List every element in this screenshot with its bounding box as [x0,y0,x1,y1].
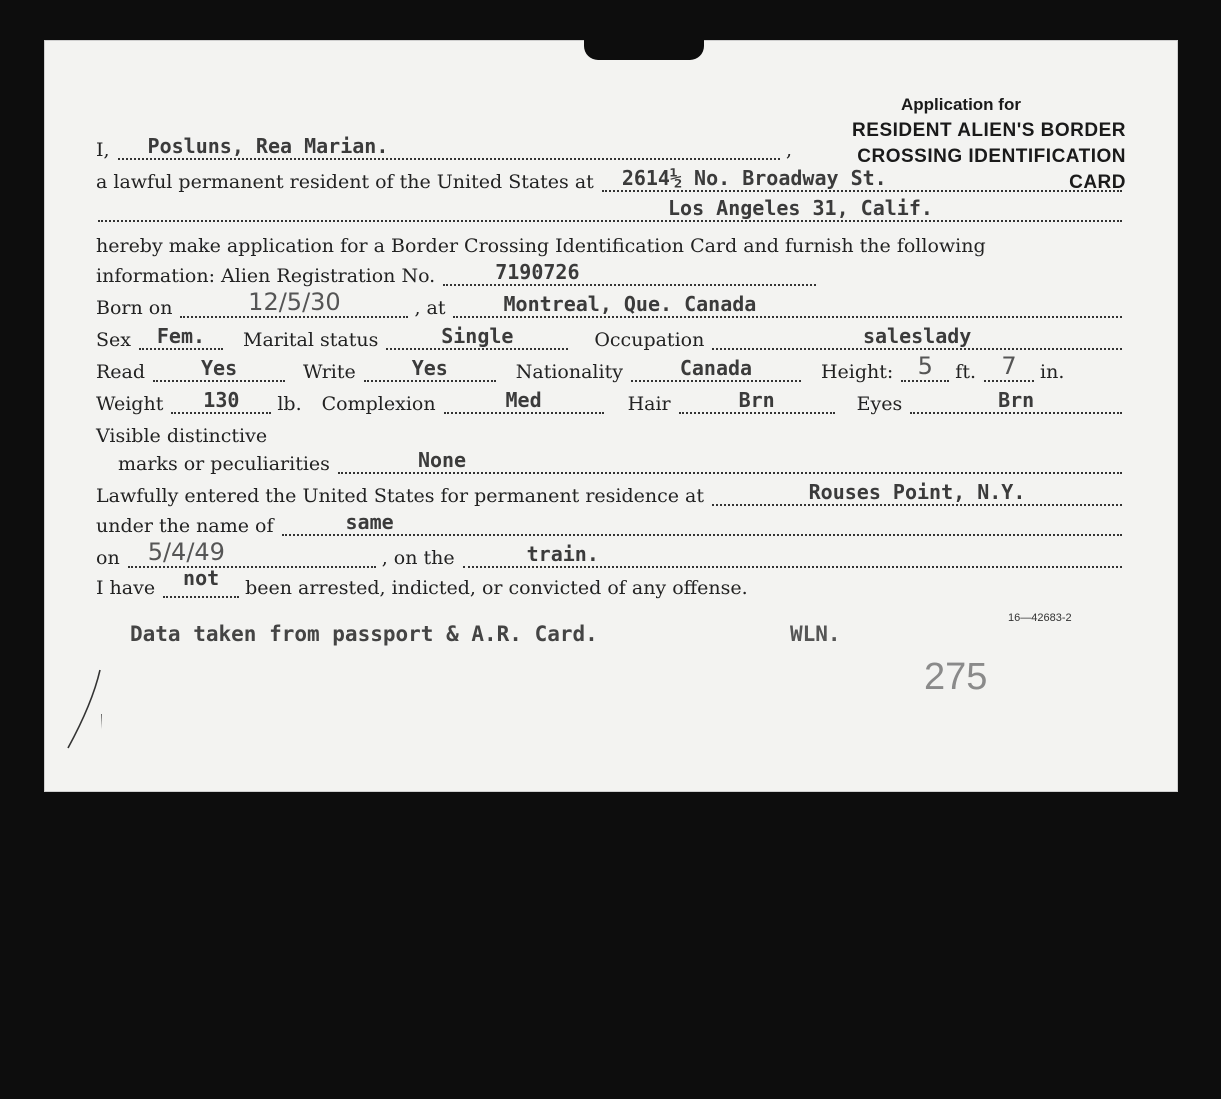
weight-value: 130 [203,388,240,412]
alien-reg-row [96,262,822,290]
address2-value: Los Angeles 31, Calif. [668,196,933,220]
hair-label: Hair [627,393,671,415]
entered-place-field [712,478,1122,506]
read-label: Read [96,361,146,383]
born-row [96,288,1128,322]
alien-reg-field [443,258,816,286]
name-field [118,132,780,160]
under-name-row [96,512,1128,540]
resident-label: a lawful permanent resident of the United States at [96,171,594,193]
eyes-label: Eyes [856,393,903,415]
alien-reg-label: information: Alien Registration No. [96,265,436,287]
marks-row [118,450,1128,478]
in-label: in. [1040,361,1065,383]
entry-date-value: 5/4/49 [147,538,225,566]
under-name-value: same [345,510,394,534]
nationality-value: Canada [679,356,753,380]
under-name-field [282,508,1123,536]
height-in-field [984,354,1034,382]
born-date-value: 12/5/30 [248,288,341,316]
marks-value: None [417,448,467,472]
born-label: Born on [96,297,173,319]
marital-label: Marital status [242,329,379,351]
application-text-row [96,232,1128,260]
offense-text: been arrested, indicted, or convicted of any offense. [245,577,748,599]
stamp-number: 275 [924,656,988,698]
complexion-field [444,386,604,414]
name-comma: , [785,139,792,161]
marital-field [386,322,568,350]
read-value: Yes [200,356,238,380]
sex-field [139,322,223,350]
ft-label: ft. [955,361,977,383]
sex-label: Sex [96,329,131,351]
height-ft-value: 5 [917,352,933,380]
sex-value: Fem. [156,324,206,348]
address-row [96,168,1128,196]
header-line2: RESIDENT ALIEN'S BORDER [852,120,1126,141]
marks-label2: marks or peculiarities [118,453,330,475]
height-ft-field [901,354,949,382]
weight-label: Weight [96,393,164,415]
conveyance-field [463,540,1122,568]
eyes-field [910,386,1122,414]
complexion-label: Complexion [321,393,436,415]
weight-field [171,386,271,414]
i-label: I, [96,139,110,161]
born-place-value: Montreal, Que. Canada [503,292,757,316]
identification-card [44,40,1178,792]
address2-row [96,198,1128,226]
i-have-label: I have [96,577,156,599]
eyes-value: Brn [998,388,1035,412]
nationality-label: Nationality [515,361,623,383]
entered-row [96,482,1128,510]
write-value: Yes [411,356,448,380]
complexion-value: Med [505,388,542,412]
header-line1: Application for [901,95,1021,114]
alien-reg-value: 7190726 [495,260,580,284]
conveyance-value: train. [526,542,599,566]
address2-field [98,194,1122,222]
sex-row [96,326,1128,354]
card-punch-notch [584,34,704,60]
name-value: Posluns, Rea Marian. [147,134,389,158]
clerk-initials: WLN. [790,622,841,646]
height-label: Height: [820,361,894,383]
read-field [153,354,285,382]
arrested-value: not [183,566,220,590]
marks-field [338,446,1122,474]
entered-place-value: Rouses Point, N.Y. [808,480,1026,504]
arrested-field [163,566,239,598]
occupation-value: saleslady [862,324,972,348]
entry-date-field [128,540,376,568]
nationality-field [631,354,801,382]
address1-value: 2614½ No. Broadway St. [621,166,887,190]
address1-field [602,164,1122,192]
marks-label1: Visible distinctive [96,425,268,447]
application-text: hereby make application for a Border Crossing Identification Card and furnish the following [96,235,986,257]
born-at-label: , at [414,297,446,319]
on-the-label: , on the [381,547,455,569]
occupation-label: Occupation [594,329,705,351]
header-line3: CROSSING IDENTIFICATION CARD [857,146,1126,193]
write-label: Write [303,361,356,383]
height-in-value: 7 [1001,352,1017,380]
lb-label: lb. [277,393,302,415]
occupation-field [712,322,1122,350]
born-place-field [453,290,1122,318]
weight-row [96,390,1128,418]
born-date-field [180,290,408,318]
write-field [364,354,496,382]
data-source-note: Data taken from passport & A.R. Card. [130,622,598,646]
on-label: on [96,547,120,569]
form-number: 16—42683-2 [1008,612,1072,624]
hair-value: Brn [738,388,775,412]
name-row [96,136,798,164]
hair-field [679,386,835,414]
entry-date-row [96,538,1128,572]
pencil-mark-icon [66,666,102,756]
read-row [96,352,1128,386]
entered-label: Lawfully entered the United States for permanent residence at [96,485,705,507]
marital-value: Single [441,324,514,348]
under-name-label: under the name of [96,515,274,537]
arrested-row [96,566,1128,602]
